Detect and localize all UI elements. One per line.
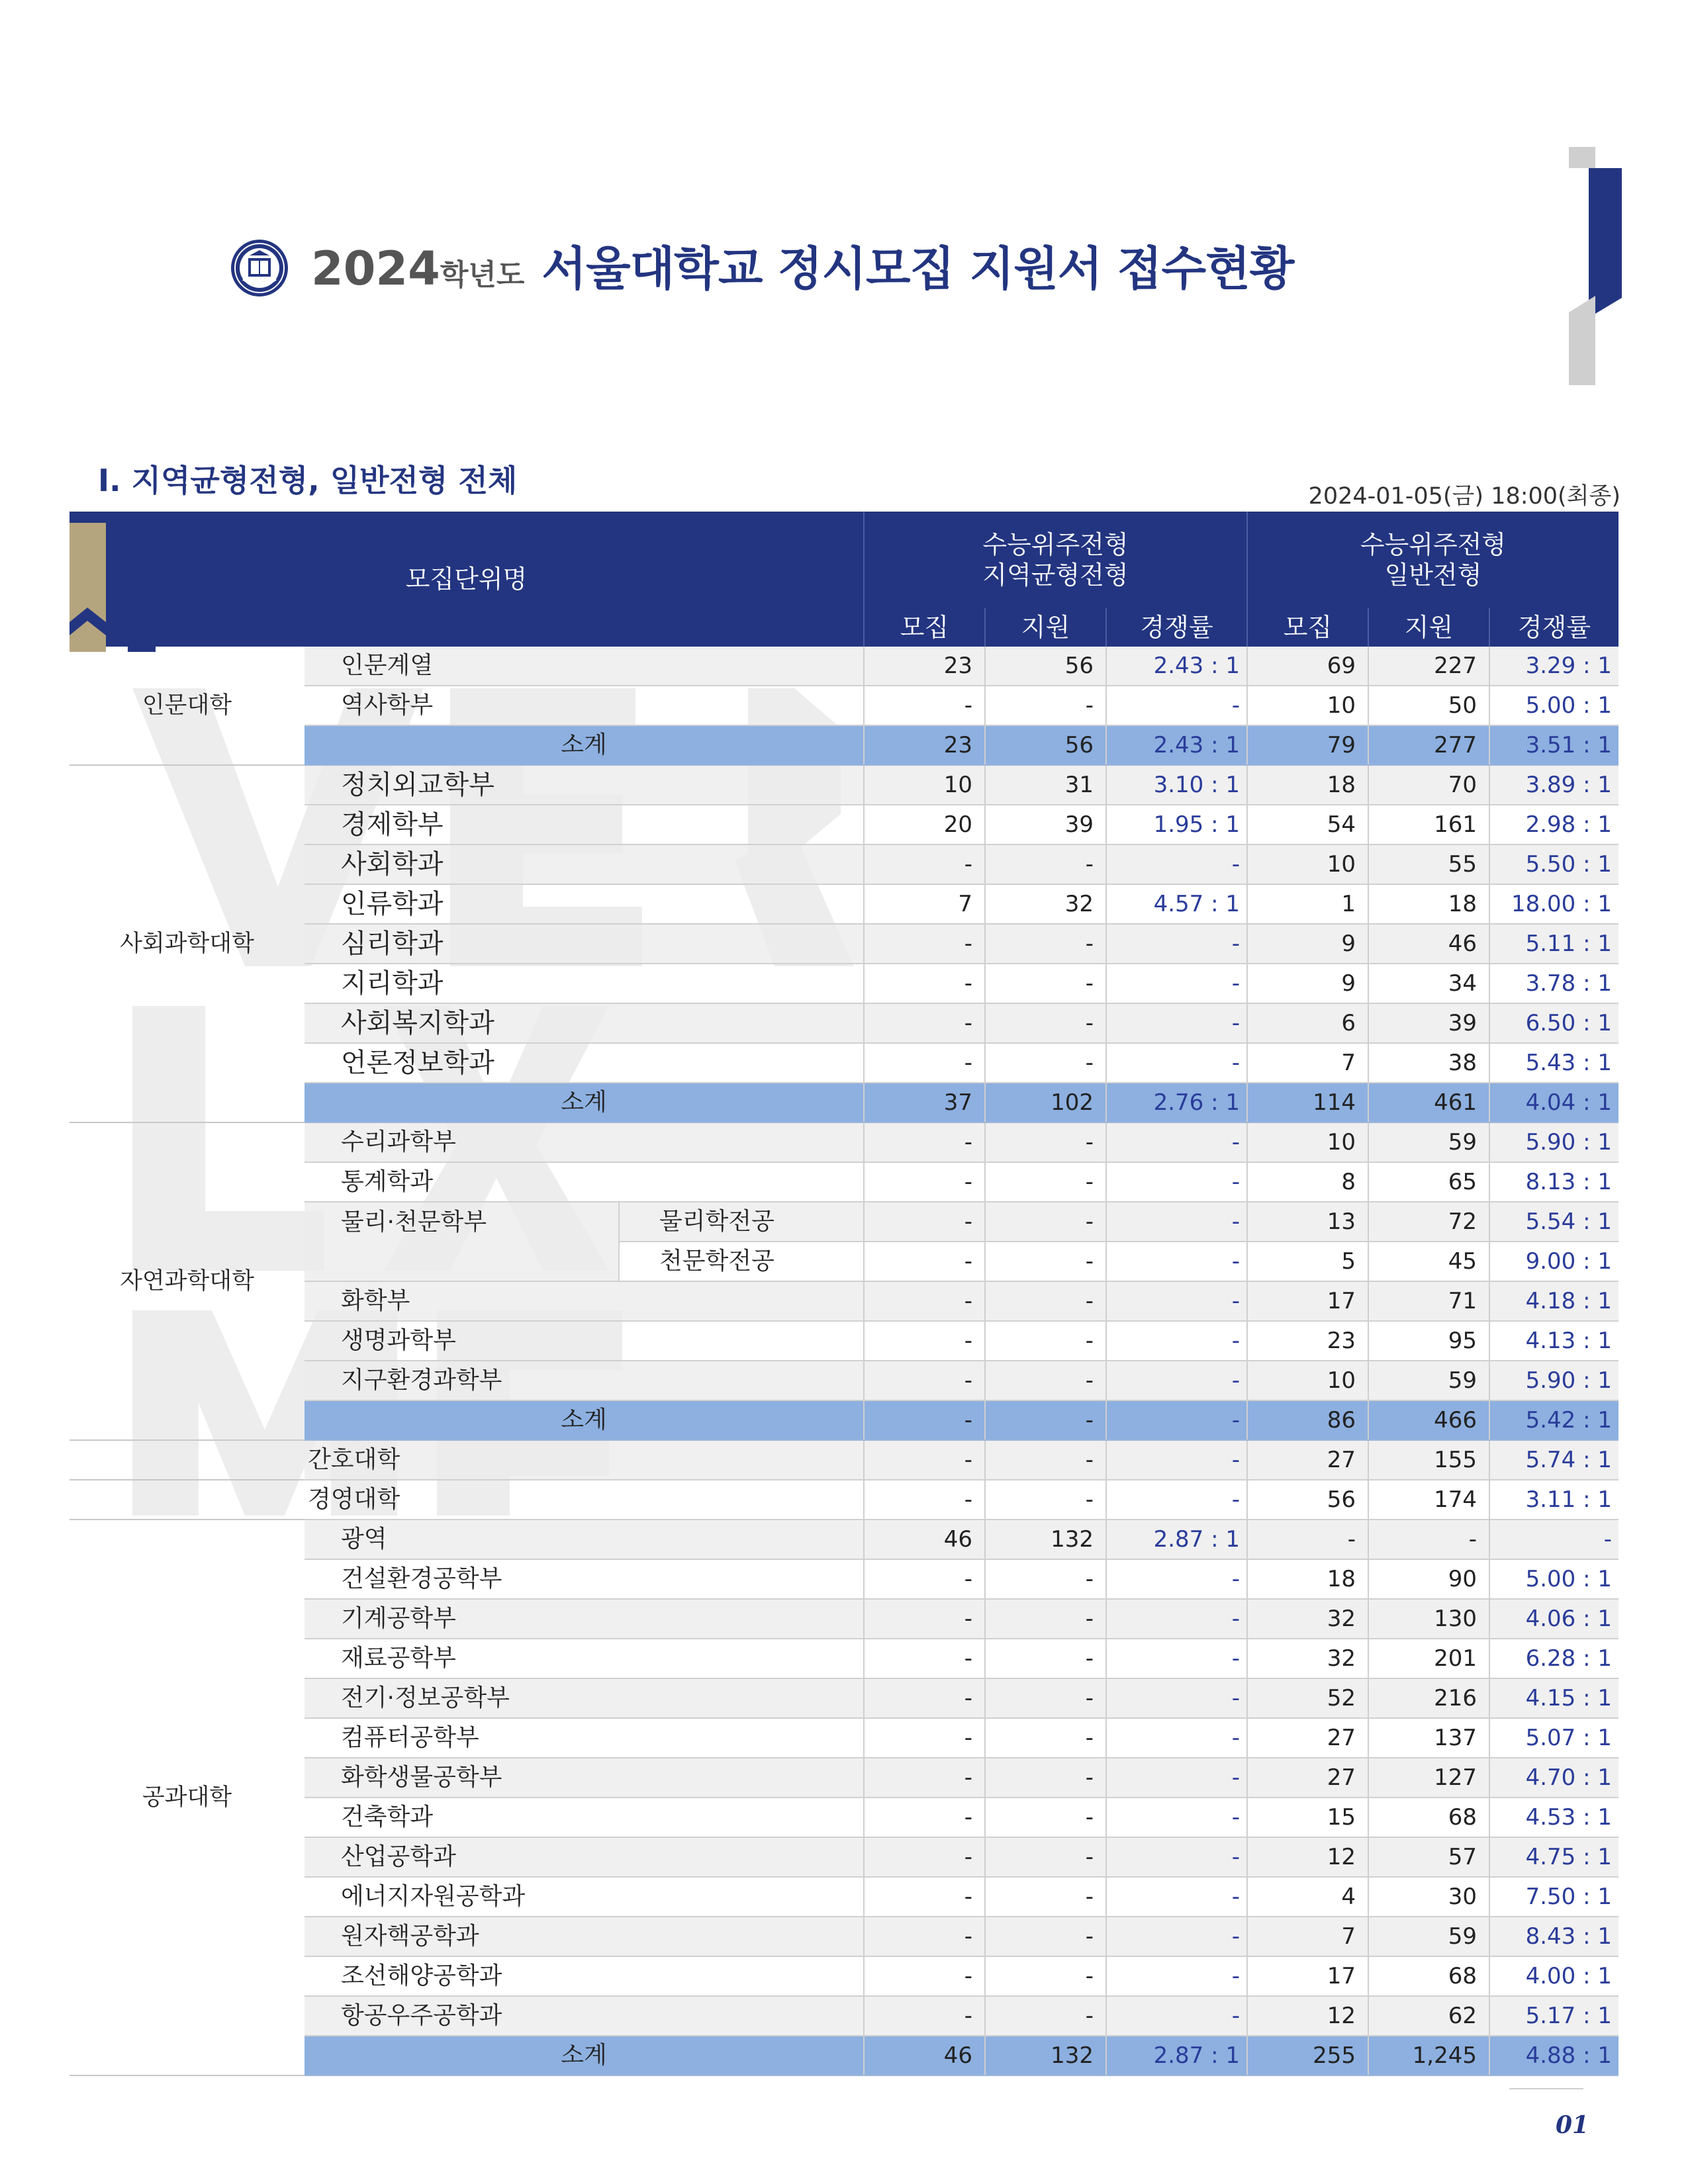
rate-regional: -: [1106, 1956, 1247, 1996]
rate-regional: -: [1106, 1440, 1247, 1480]
rate-general: 5.11 : 1: [1489, 924, 1618, 964]
recruit-regional: -: [864, 1639, 985, 1678]
subtotal-rate-regional: 2.87 : 1: [1106, 2036, 1247, 2075]
recruit-regional: -: [864, 1202, 985, 1242]
rate-regional: -: [1106, 1877, 1247, 1917]
subtotal-recruit-regional: 46: [864, 2036, 985, 2075]
page-title: [311, 232, 1293, 304]
table-row: [70, 1520, 1618, 1559]
college-name: 자연과학대학: [70, 1122, 305, 1440]
recruit-general: -: [1247, 1520, 1368, 1559]
recruit-general: 7: [1247, 1917, 1368, 1956]
col-header-apply: 지원: [985, 608, 1106, 647]
rate-general: -: [1489, 1520, 1618, 1559]
dept-name: 기계공학부: [305, 1599, 864, 1639]
apply-general: 65: [1368, 1162, 1489, 1202]
apply-regional: -: [985, 1281, 1106, 1321]
recruit-regional: -: [864, 1678, 985, 1718]
apply-general: 55: [1368, 844, 1489, 884]
apply-regional: 32: [985, 884, 1106, 924]
apply-general: 161: [1368, 805, 1489, 844]
rate-regional: -: [1106, 1321, 1247, 1361]
recruit-general: 4: [1247, 1877, 1368, 1917]
rate-regional: -: [1106, 686, 1247, 725]
rate-general: 4.00 : 1: [1489, 1956, 1618, 1996]
rate-general: 5.90 : 1: [1489, 1122, 1618, 1162]
recruit-regional: -: [864, 1242, 985, 1281]
section-title: Ⅰ. 지역균형전형, 일반전형 전체: [98, 463, 518, 498]
apply-regional: -: [985, 1043, 1106, 1083]
col-header-recruit: 모집: [1247, 608, 1368, 647]
rate-regional: -: [1106, 1996, 1247, 2036]
rate-regional: -: [1106, 1797, 1247, 1837]
subtotal-recruit-general: 86: [1247, 1400, 1368, 1440]
title-year: 2024: [311, 242, 440, 296]
apply-general: 174: [1368, 1480, 1489, 1520]
recruit-general: 17: [1247, 1281, 1368, 1321]
apply-general: 227: [1368, 647, 1489, 686]
recruit-regional: 46: [864, 1520, 985, 1559]
dept-name: 화학부: [305, 1281, 864, 1321]
rate-general: 9.00 : 1: [1489, 1242, 1618, 1281]
apply-general: 130: [1368, 1599, 1489, 1639]
rate-general: 4.06 : 1: [1489, 1599, 1618, 1639]
apply-general: -: [1368, 1520, 1489, 1559]
rate-regional: 2.87 : 1: [1106, 1520, 1247, 1559]
subtotal-recruit-general: 114: [1247, 1083, 1368, 1122]
rate-general: 5.07 : 1: [1489, 1718, 1618, 1758]
dept-name: 조선해양공학과: [305, 1956, 864, 1996]
recruit-regional: -: [864, 1003, 985, 1043]
apply-regional: 132: [985, 1520, 1106, 1559]
rate-regional: -: [1106, 1758, 1247, 1797]
apply-general: 38: [1368, 1043, 1489, 1083]
dept-name: 인류학과: [305, 884, 864, 924]
apply-regional: -: [985, 1758, 1106, 1797]
table-row: [70, 647, 1618, 686]
col-header-recruit: 모집: [864, 608, 985, 647]
rate-general: 4.53 : 1: [1489, 1797, 1618, 1837]
rate-regional: -: [1106, 1599, 1247, 1639]
title-main: 서울대학교 정시모집 지원서 접수현황: [541, 242, 1294, 296]
col-header-apply: 지원: [1368, 608, 1489, 647]
subtotal-apply-general: 461: [1368, 1083, 1489, 1122]
recruit-general: 54: [1247, 805, 1368, 844]
subtotal-apply-regional: 102: [985, 1083, 1106, 1122]
apply-regional: 39: [985, 805, 1106, 844]
apply-regional: -: [985, 1361, 1106, 1400]
recruit-regional: -: [864, 1758, 985, 1797]
recruit-general: 18: [1247, 1559, 1368, 1599]
rate-general: 4.18 : 1: [1489, 1281, 1618, 1321]
group-header-regional-line2: 지역균형전형: [982, 561, 1129, 590]
recruit-general: 10: [1247, 686, 1368, 725]
recruit-regional: -: [864, 1559, 985, 1599]
corner-bracket-decoration: [1569, 147, 1622, 385]
recruit-regional: -: [864, 1321, 985, 1361]
apply-general: 127: [1368, 1758, 1489, 1797]
table-body: [70, 647, 1618, 2075]
recruit-regional: -: [864, 686, 985, 725]
dept-name: 심리학과: [305, 924, 864, 964]
rate-general: 4.75 : 1: [1489, 1837, 1618, 1877]
group-header-general-line2: 일반전형: [1384, 561, 1482, 590]
dept-name: 에너지자원공학과: [305, 1877, 864, 1917]
recruit-general: 56: [1247, 1480, 1368, 1520]
apply-general: 95: [1368, 1321, 1489, 1361]
apply-general: 18: [1368, 884, 1489, 924]
recruit-regional: 7: [864, 884, 985, 924]
recruit-regional: 23: [864, 647, 985, 686]
major-name: 천문학전공: [619, 1242, 864, 1281]
recruit-general: 1: [1247, 884, 1368, 924]
footer-divider: [1509, 2088, 1583, 2089]
college-name: 공과대학: [70, 1520, 305, 2075]
subtotal-rate-general: 5.42 : 1: [1489, 1400, 1618, 1440]
rate-general: 5.90 : 1: [1489, 1361, 1618, 1400]
rate-regional: -: [1106, 1361, 1247, 1400]
rate-regional: 1.95 : 1: [1106, 805, 1247, 844]
dept-name: 경영대학: [305, 1480, 864, 1520]
apply-regional: -: [985, 964, 1106, 1003]
apply-regional: -: [985, 1797, 1106, 1837]
title-year-suffix: 학년도: [440, 258, 525, 292]
apply-general: 50: [1368, 686, 1489, 725]
rate-regional: 3.10 : 1: [1106, 765, 1247, 805]
recruit-regional: -: [864, 924, 985, 964]
rate-general: 6.50 : 1: [1489, 1003, 1618, 1043]
apply-regional: -: [985, 1242, 1106, 1281]
apply-general: 216: [1368, 1678, 1489, 1718]
dept-name: 전기·정보공학부: [305, 1678, 864, 1718]
recruit-general: 8: [1247, 1162, 1368, 1202]
apply-regional: 31: [985, 765, 1106, 805]
college-cell-empty: [70, 1480, 305, 1520]
subtotal-label: 소계: [305, 1400, 864, 1440]
apply-general: 30: [1368, 1877, 1489, 1917]
dept-name: 건설환경공학부: [305, 1559, 864, 1599]
dept-name: 통계학과: [305, 1162, 864, 1202]
rate-general: 5.54 : 1: [1489, 1202, 1618, 1242]
dept-name: 재료공학부: [305, 1639, 864, 1678]
dept-name: 화학생물공학부: [305, 1758, 864, 1797]
subtotal-apply-general: 277: [1368, 725, 1489, 765]
rate-general: 18.00 : 1: [1489, 884, 1618, 924]
recruit-general: 15: [1247, 1797, 1368, 1837]
update-timestamp: 2024-01-05(금) 18:00(최종): [1308, 483, 1620, 510]
rate-regional: -: [1106, 1480, 1247, 1520]
recruit-general: 10: [1247, 844, 1368, 884]
dept-name: 건축학과: [305, 1797, 864, 1837]
recruit-regional: -: [864, 1996, 985, 2036]
dept-name: 인문계열: [305, 647, 864, 686]
rate-regional: -: [1106, 1917, 1247, 1956]
applicant-table: [70, 512, 1618, 2076]
apply-regional: -: [985, 1480, 1106, 1520]
rate-general: 3.11 : 1: [1489, 1480, 1618, 1520]
subtotal-rate-regional: 2.43 : 1: [1106, 725, 1247, 765]
apply-general: 71: [1368, 1281, 1489, 1321]
recruit-general: 27: [1247, 1440, 1368, 1480]
apply-general: 68: [1368, 1956, 1489, 1996]
recruit-general: 52: [1247, 1678, 1368, 1718]
apply-regional: -: [985, 1837, 1106, 1877]
subtotal-apply-regional: 56: [985, 725, 1106, 765]
rate-regional: -: [1106, 1678, 1247, 1718]
recruit-regional: -: [864, 1718, 985, 1758]
page-number: 01: [1556, 2111, 1589, 2139]
rate-regional: -: [1106, 844, 1247, 884]
rate-regional: -: [1106, 1122, 1247, 1162]
table-row: [70, 1440, 1618, 1480]
apply-regional: -: [985, 1996, 1106, 2036]
dept-name: 컴퓨터공학부: [305, 1718, 864, 1758]
group-header-regional: [864, 512, 1247, 608]
apply-regional: -: [985, 1639, 1106, 1678]
apply-general: 72: [1368, 1202, 1489, 1242]
apply-general: 59: [1368, 1361, 1489, 1400]
recruit-regional: -: [864, 1917, 985, 1956]
rate-general: 5.00 : 1: [1489, 686, 1618, 725]
dept-name: 생명과학부: [305, 1321, 864, 1361]
apply-regional: -: [985, 1162, 1106, 1202]
rate-regional: 4.57 : 1: [1106, 884, 1247, 924]
recruit-general: 18: [1247, 765, 1368, 805]
rate-general: 2.98 : 1: [1489, 805, 1618, 844]
apply-general: 62: [1368, 1996, 1489, 2036]
apply-general: 46: [1368, 924, 1489, 964]
major-name: 물리학전공: [619, 1202, 864, 1242]
table-row: [70, 765, 1618, 805]
apply-regional: -: [985, 1956, 1106, 1996]
recruit-regional: 20: [864, 805, 985, 844]
dept-name: 지리학과: [305, 964, 864, 1003]
rate-general: 5.00 : 1: [1489, 1559, 1618, 1599]
apply-regional: -: [985, 1202, 1106, 1242]
dept-name: 지구환경과학부: [305, 1361, 864, 1400]
apply-regional: -: [985, 1599, 1106, 1639]
subtotal-recruit-regional: 23: [864, 725, 985, 765]
subtotal-recruit-regional: -: [864, 1400, 985, 1440]
apply-regional: -: [985, 1917, 1106, 1956]
recruit-regional: -: [864, 1797, 985, 1837]
recruit-general: 5: [1247, 1242, 1368, 1281]
apply-general: 45: [1368, 1242, 1489, 1281]
rate-regional: -: [1106, 1162, 1247, 1202]
rate-general: 4.15 : 1: [1489, 1678, 1618, 1718]
dept-name: 원자핵공학과: [305, 1917, 864, 1956]
apply-regional: -: [985, 1877, 1106, 1917]
recruit-regional: -: [864, 844, 985, 884]
apply-regional: 56: [985, 647, 1106, 686]
subtotal-rate-general: 4.88 : 1: [1489, 2036, 1618, 2075]
recruit-general: 10: [1247, 1122, 1368, 1162]
dept-name: 항공우주공학과: [305, 1996, 864, 2036]
recruit-general: 23: [1247, 1321, 1368, 1361]
apply-general: 90: [1368, 1559, 1489, 1599]
college-name: 사회과학대학: [70, 765, 305, 1122]
recruit-general: 27: [1247, 1718, 1368, 1758]
rate-regional: 2.43 : 1: [1106, 647, 1247, 686]
apply-regional: -: [985, 1003, 1106, 1043]
subtotal-label: 소계: [305, 1083, 864, 1122]
recruit-general: 10: [1247, 1361, 1368, 1400]
recruit-general: 7: [1247, 1043, 1368, 1083]
dept-name: 사회학과: [305, 844, 864, 884]
recruit-regional: -: [864, 1956, 985, 1996]
rate-general: 3.89 : 1: [1489, 765, 1618, 805]
dept-name: 역사학부: [305, 686, 864, 725]
recruit-general: 9: [1247, 964, 1368, 1003]
apply-general: 68: [1368, 1797, 1489, 1837]
rate-general: 5.17 : 1: [1489, 1996, 1618, 2036]
apply-regional: -: [985, 1122, 1106, 1162]
recruit-regional: -: [864, 1281, 985, 1321]
apply-general: 57: [1368, 1837, 1489, 1877]
recruit-regional: -: [864, 1162, 985, 1202]
recruit-regional: -: [864, 1440, 985, 1480]
rate-regional: -: [1106, 964, 1247, 1003]
recruit-regional: -: [864, 1599, 985, 1639]
rate-regional: -: [1106, 1281, 1247, 1321]
dept-name: 광역: [305, 1520, 864, 1559]
unit-header: 모집단위명: [70, 512, 864, 647]
subtotal-apply-general: 1,245: [1368, 2036, 1489, 2075]
apply-general: 39: [1368, 1003, 1489, 1043]
recruit-general: 9: [1247, 924, 1368, 964]
recruit-regional: -: [864, 1837, 985, 1877]
bookmark-flag-decoration: [70, 523, 156, 652]
dept-name: 물리·천문학부: [305, 1202, 619, 1281]
rate-regional: -: [1106, 1837, 1247, 1877]
subtotal-apply-general: 466: [1368, 1400, 1489, 1440]
apply-regional: -: [985, 686, 1106, 725]
recruit-general: 27: [1247, 1758, 1368, 1797]
subtotal-label: 소계: [305, 725, 864, 765]
subtotal-rate-general: 3.51 : 1: [1489, 725, 1618, 765]
recruit-general: 12: [1247, 1996, 1368, 2036]
dept-name: 사회복지학과: [305, 1003, 864, 1043]
subtotal-label: 소계: [305, 2036, 864, 2075]
rate-general: 8.43 : 1: [1489, 1917, 1618, 1956]
subtotal-apply-regional: -: [985, 1400, 1106, 1440]
rate-general: 5.43 : 1: [1489, 1043, 1618, 1083]
recruit-general: 13: [1247, 1202, 1368, 1242]
rate-regional: -: [1106, 1242, 1247, 1281]
apply-regional: -: [985, 1678, 1106, 1718]
group-header-regional-line1: 수능위주전형: [982, 530, 1129, 559]
subtotal-rate-regional: -: [1106, 1400, 1247, 1440]
apply-general: 34: [1368, 964, 1489, 1003]
dept-name: 언론정보학과: [305, 1043, 864, 1083]
apply-regional: -: [985, 924, 1106, 964]
college-name: 인문대학: [70, 647, 305, 765]
subtotal-rate-regional: 2.76 : 1: [1106, 1083, 1247, 1122]
rate-general: 5.50 : 1: [1489, 844, 1618, 884]
rate-regional: -: [1106, 1639, 1247, 1678]
recruit-regional: -: [864, 1361, 985, 1400]
apply-general: 70: [1368, 765, 1489, 805]
subtotal-rate-general: 4.04 : 1: [1489, 1083, 1618, 1122]
subtotal-apply-regional: 132: [985, 2036, 1106, 2075]
subtotal-recruit-regional: 37: [864, 1083, 985, 1122]
recruit-regional: -: [864, 1043, 985, 1083]
rate-regional: -: [1106, 1043, 1247, 1083]
rate-general: 4.70 : 1: [1489, 1758, 1618, 1797]
dept-name: 수리과학부: [305, 1122, 864, 1162]
recruit-regional: -: [864, 1122, 985, 1162]
dept-name: 경제학부: [305, 805, 864, 844]
col-header-rate: 경쟁률: [1489, 608, 1618, 647]
recruit-regional: -: [864, 1480, 985, 1520]
apply-general: 59: [1368, 1122, 1489, 1162]
rate-regional: -: [1106, 1202, 1247, 1242]
college-cell-empty: [70, 1440, 305, 1480]
subtotal-recruit-general: 255: [1247, 2036, 1368, 2075]
recruit-general: 12: [1247, 1837, 1368, 1877]
table-row: [70, 1122, 1618, 1162]
group-header-general: [1247, 512, 1618, 608]
dept-name: 정치외교학부: [305, 765, 864, 805]
apply-general: 137: [1368, 1718, 1489, 1758]
apply-general: 201: [1368, 1639, 1489, 1678]
rate-general: 4.13 : 1: [1489, 1321, 1618, 1361]
recruit-general: 69: [1247, 647, 1368, 686]
recruit-general: 17: [1247, 1956, 1368, 1996]
rate-general: 7.50 : 1: [1489, 1877, 1618, 1917]
apply-regional: -: [985, 1440, 1106, 1480]
recruit-regional: -: [864, 964, 985, 1003]
apply-regional: -: [985, 844, 1106, 884]
recruit-general: 32: [1247, 1599, 1368, 1639]
group-header-general-line1: 수능위주전형: [1360, 530, 1507, 559]
apply-regional: -: [985, 1321, 1106, 1361]
rate-general: 3.78 : 1: [1489, 964, 1618, 1003]
recruit-regional: -: [864, 1877, 985, 1917]
recruit-general: 32: [1247, 1639, 1368, 1678]
recruit-regional: 10: [864, 765, 985, 805]
col-header-rate: 경쟁률: [1106, 608, 1247, 647]
apply-general: 59: [1368, 1917, 1489, 1956]
rate-general: 3.29 : 1: [1489, 647, 1618, 686]
rate-regional: -: [1106, 1559, 1247, 1599]
rate-general: 6.28 : 1: [1489, 1639, 1618, 1678]
table-row: [70, 1480, 1618, 1520]
rate-general: 5.74 : 1: [1489, 1440, 1618, 1480]
dept-name: 간호대학: [305, 1440, 864, 1480]
dept-name: 산업공학과: [305, 1837, 864, 1877]
rate-regional: -: [1106, 1718, 1247, 1758]
apply-regional: -: [985, 1559, 1106, 1599]
subtotal-recruit-general: 79: [1247, 725, 1368, 765]
rate-regional: -: [1106, 1003, 1247, 1043]
apply-regional: -: [985, 1718, 1106, 1758]
apply-general: 155: [1368, 1440, 1489, 1480]
recruit-general: 6: [1247, 1003, 1368, 1043]
snu-emblem-icon: [230, 238, 289, 298]
rate-regional: -: [1106, 924, 1247, 964]
rate-general: 8.13 : 1: [1489, 1162, 1618, 1202]
